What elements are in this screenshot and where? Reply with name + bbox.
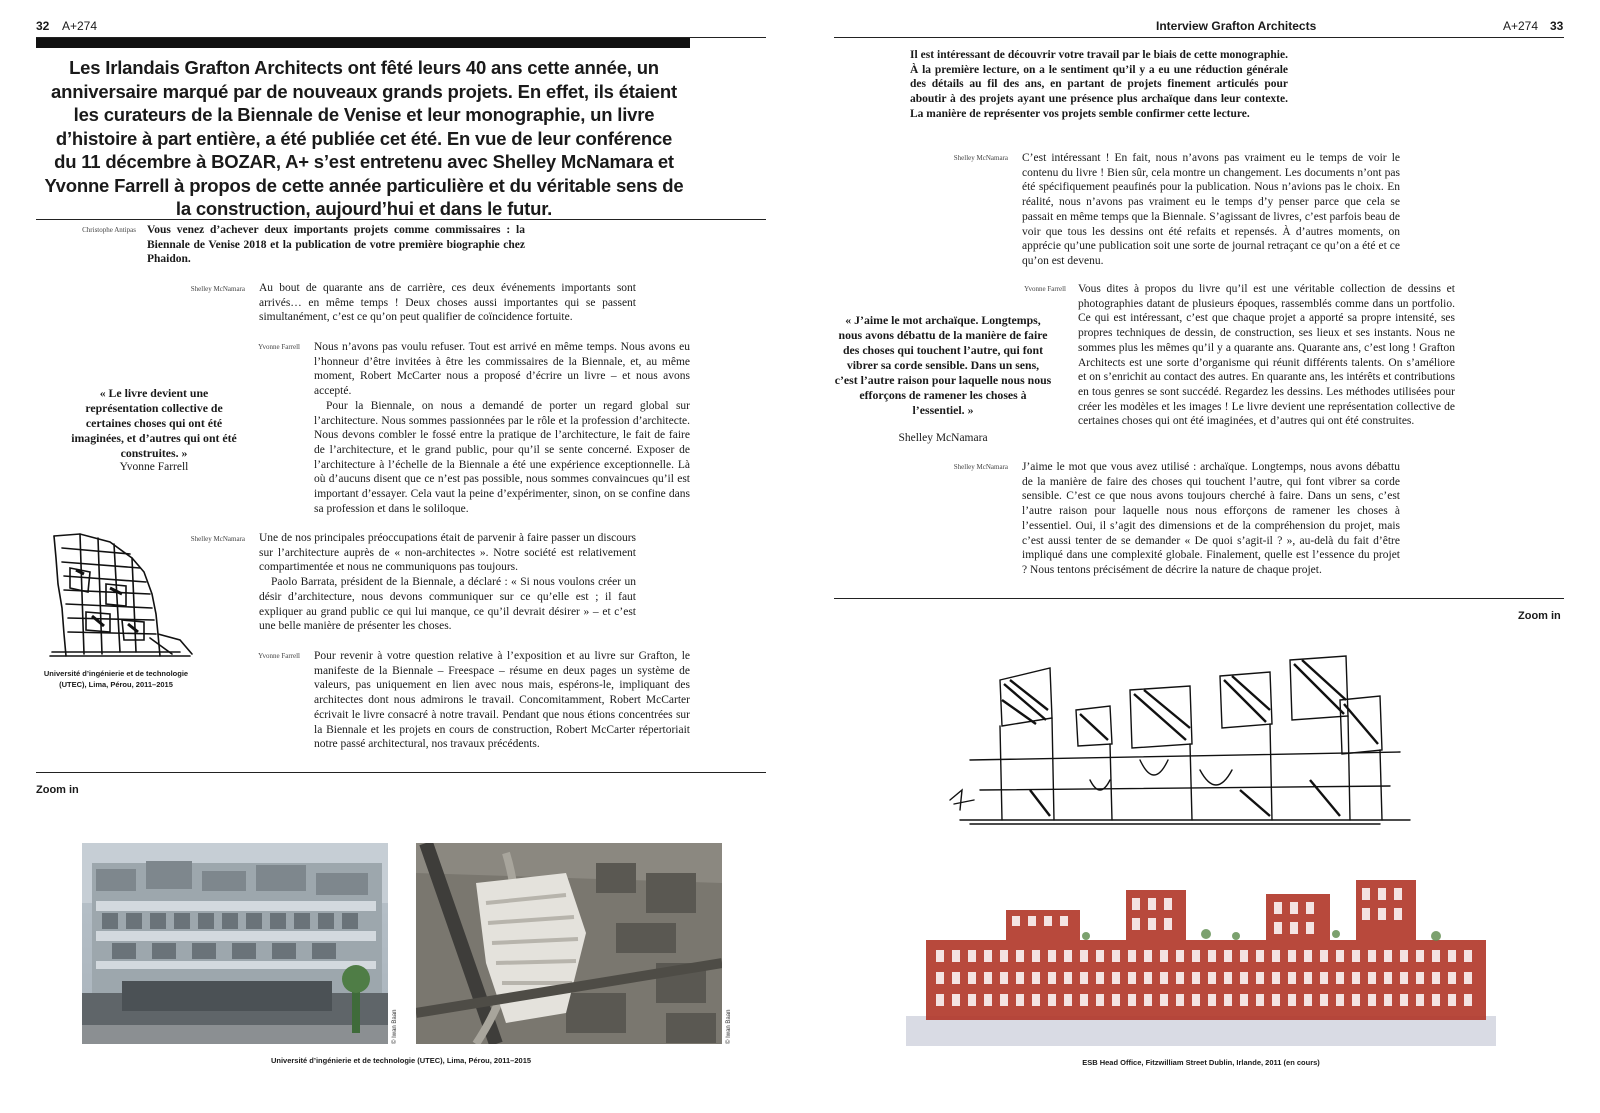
speaker-label: Yvonne Farrell [258, 652, 300, 660]
answer-paragraph: C’est intéressant ! En fait, nous n’avons pas vraiment eu le temps de voir le contenu du livre ! Bien sûr, cela montre un changement. Les documents n’ont pas été spécifiquement peaufinés pour la publication. Nous n’avions pas le choix. En réalité, nous n’avons pas vraiment eu le temps d’y penser parce que cela se passait en même temps que la Biennale. S’agissant de livres, c’est parfois beau de voir que tous les dessins ont été refaits et repensés. À d’autres moments, on apprécie qu’une publication soit une sorte de journal retraçant ce qu’on a été et ce qu’on est devenu. [1022, 152, 1400, 267]
answer-text [1022, 151, 1400, 269]
zoom-rule-left [36, 772, 766, 773]
question-paragraph: Vous venez d’achever deux importants projets comme commissaires : la Biennale de Venise 2018 et la publication de votre première biographie chez Phaidon. [147, 224, 525, 266]
answer-paragraph: Une de nos principales préoccupations était de parvenir à faire passer un discours sur l’architecture auprès de « non-architectes ». Notre société est relativement compartimentée et nous ne communiquons pas toujours. [259, 532, 636, 574]
answer-paragraph: Pour revenir à votre question relative à l’exposition et au livre sur Grafton, le manifeste de la Biennale – Freespace – résume en deux pages un système de valeurs, pas uniquement en lien avec nous mais, espérons-le, impliquant des architectes dont nous admirons le travail. Concomitamment, Robert McCarter écrivait le livre consacré à notre travail. Pendant que nous étions concentrées sur la Biennale et les projets en cours de construction, Robert McCarter répertoriait notre passé architectural, nos travaux précédents. [314, 650, 690, 751]
pull-quote-author: Yvonne Farrell [119, 461, 189, 473]
answer-text [1022, 460, 1400, 578]
pull-quote-author: Shelley McNamara [898, 432, 988, 444]
utec-facade-photo [82, 843, 388, 1044]
question-paragraph: Il est intéressant de découvrir votre travail par le biais de cette monographie. À la première lecture, on a le sentiment qu’il y a eu une réduction générale des détails au fil des ans, en partant de projets finement articulés pour aboutir à des projets ayant une présence plus archaïque dans leur contexte. La manière de représenter vos projets semble confirmer cette lecture. [910, 49, 1288, 120]
utec-sketch-drawing [40, 528, 200, 663]
speaker-label: Yvonne Farrell [1024, 285, 1066, 293]
speaker-label: Yvonne Farrell [258, 343, 300, 351]
pull-quote: « J’aime le mot archaïque. Longtemps, nous avons débattu de la manière de faire des choses qui touchent l’autre, qui font vibrer sa corde sensible. Dans un sens, c’est l’autre raison pour laquelle nous nous efforçons de ramener les choses à l’essentiel. » [834, 313, 1052, 417]
left-black-bar [36, 38, 690, 48]
sketch-caption: Université d’ingénierie et de technologie (UTEC), Lima, Pérou, 2011–2015 [43, 669, 189, 689]
answer-paragraph: Pour la Biennale, on nous a demandé de porter un regard global sur l’architecture. Nous sommes passionnées par le rôle et la profession d’architecte. Nous devons combler le fossé entre la pratique de l’architecture, le fait de faire de l’architecture, et le grand public, pour qu’il se sente concerné. Exposer de l’architecture à l’échelle de la Biennale a été une expérience exceptionnelle. Là où d’aucuns disent que ce n’est pas possible, nous sommes convaincues qu’il est important d’essayer. Cela vaut la peine d’expérimenter, sinon, on se confine dans sa profession et dans le soliloque. [314, 399, 690, 515]
left-page-number: 32 [36, 19, 50, 33]
speaker-label: Shelley McNamara [953, 463, 1008, 471]
pull-quote: « Le livre devient une représentation collective de certaines choses qui ont été imaginées, et d’autres qui ont été construites. » [71, 386, 237, 460]
zoom-rule-right [834, 598, 1564, 599]
right-header-rule [834, 37, 1564, 38]
utec-aerial-photo [416, 843, 722, 1044]
answer-paragraph: Au bout de quarante ans de carrière, ces deux événements importants sont arrivés… en même temps ! Deux choses aussi importantes qui se passent simultanément, c’est ce qu’on peut qualifier de coïncidence fortuite. [259, 282, 636, 324]
answer-paragraph: Paolo Barrata, président de la Biennale, a déclaré : « Si nous voulons créer un désir d’architecture, nous devons communiquer sur ce qu’elle est ; il faut expliquer au grand public ce qui lui manque, ce qu’il devrait désirer » – et c’est une belle manière de présenter les choses. [259, 576, 636, 633]
zoom-in-label: Zoom in [1518, 610, 1561, 622]
answer-text [314, 649, 690, 752]
photo-credit: © Iwan Baan [726, 1009, 732, 1044]
answer-text [259, 281, 636, 325]
lead-paragraph: Les Irlandais Grafton Architects ont fêté leurs 40 ans cette année, un anniversaire marqué par de nouveaux grands projets. En effet, ils étaient les curateurs de la Biennale de Venise et leur monographie, un livre d’histoire à part entière, a été publiée cet été. En vue de leur conférence du 11 décembre à BOZAR, A+ s’est entretenu avec Shelley McNamara et Yvonne Farrell à propos de cette année particulière et du véritable sens de la construction, aujourd’hui et dans le futur. [44, 57, 684, 219]
running-head: Interview Grafton Architects [1156, 19, 1317, 33]
photo-caption: Université d’ingénierie et de technologie (UTEC), Lima, Pérou, 2011–2015 [270, 1056, 532, 1065]
lead-rule [36, 219, 766, 220]
speaker-label: Christophe Antipas [82, 226, 136, 234]
answer-paragraph: Nous n’avons pas voulu refuser. Tout est arrivé en même temps. Nous avons eu l’honneur d’être invitées à être les commissaires de la Biennale, et, au même moment, Robert McCarter nous a proposé d’écrire un livre – et nous avons accepté. [314, 341, 690, 398]
interview-question [147, 223, 525, 267]
answer-paragraph: Vous dites à propos du livre qu’il est une véritable collection de dessins et photographies datant de plusieurs époques, rassemblés comme dans un portfolio. Ce qui est intéressant, c’est que chaque projet a apporté sa propre intensité, ses propres techniques de dessin, de construction, ses lieux et ses instants. Nous ne sommes plus les mêmes qu’il y a quarante ans. Quarante ans, c’est long ! Grafton Architects est une sorte d’organisme qui réunit différents talents. On s’améliore et on s’enrichit au contact des autres. En quarante ans, les intérêts et contributions en tous genres se sont succédé. Regardez les dessins. Les méthodes utilisées pour créer les modèles et les images ! Le livre devient une représentation collective de certaines choses qui ont été imaginées, et d’autres qui ont été construites. [1078, 283, 1455, 428]
zoom-in-label: Zoom in [36, 784, 79, 796]
answer-text [314, 340, 690, 516]
answer-text [1078, 282, 1455, 429]
speaker-label: Shelley McNamara [190, 535, 245, 543]
answer-paragraph: J’aime le mot que vous avez utilisé : archaïque. Longtemps, nous avons débattu de la manière de faire des choses qui touchent l’autre, qui font vibrer sa corde sensible. C’est ce que nous avons toujours cherché à faire. Dans un sens, c’est l’autre raison pour laquelle nous nous efforçons de ramener les choses à l’essentiel. Oui, il s’agit des dimensions et de la compréhension du projet, mais c’est aussi tenter de se demander « De quoi s’agit-il ? », au-delà du fait d’être impliqué dans une complexité globale. Finalement, quelle est l’essence du projet ? Nous tentons précisément de décrire la nature de chaque projet. [1022, 461, 1400, 576]
right-issue-number: A+274 [1503, 19, 1539, 33]
speaker-label: Shelley McNamara [953, 154, 1008, 162]
esb-ink-sketch [940, 640, 1420, 845]
right-page-number: 33 [1550, 19, 1564, 33]
photo-credit: © Iwan Baan [392, 1009, 398, 1044]
speaker-label: Shelley McNamara [190, 285, 245, 293]
left-issue-number: A+274 [62, 19, 98, 33]
esb-red-facade-drawing [906, 870, 1496, 1046]
answer-text [259, 531, 636, 634]
drawing-caption: ESB Head Office, Fitzwilliam Street Dublin, Irlande, 2011 (en cours) [1082, 1058, 1320, 1067]
interview-question [910, 48, 1288, 122]
